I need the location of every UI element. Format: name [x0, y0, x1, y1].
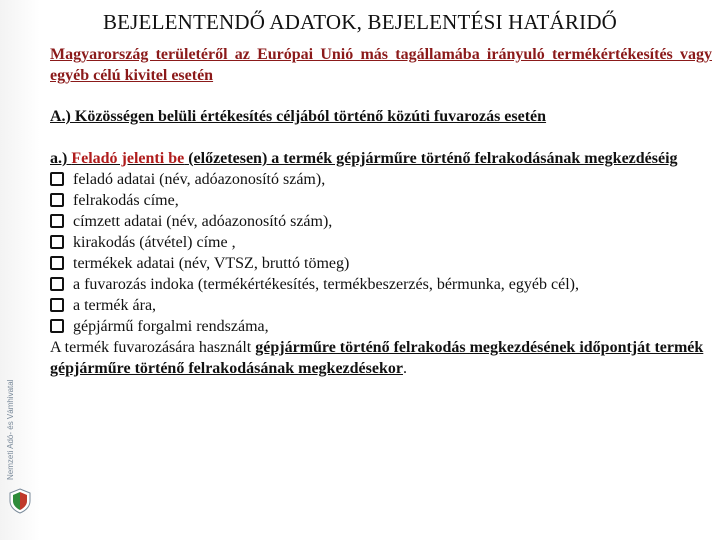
list-item: feladó adatai (név, adóazonosító szám),: [50, 169, 712, 190]
list-item: felrakodás címe,: [50, 190, 712, 211]
section-a-heading: A.) Közösségen belüli értékesítés céljából történő közúti fuvarozás esetén: [50, 108, 547, 125]
page-title: BEJELENTENDŐ ADATOK, BEJELENTÉSI HATÁRIDŐ: [102, 10, 618, 34]
paragraph-a-rest: (előzetesen) a termék gépjárműre történő felrakodásának megkezdéséig: [184, 150, 678, 167]
closing-part-2: gépjárműre történő felrakodás megkezdésének időpontját termék gépjárműre történő felrakodásának megkezdésekor: [50, 339, 704, 377]
checkbox-bullet-icon: [50, 193, 64, 207]
list-item: gépjármű forgalmi rendszáma,: [50, 316, 712, 337]
side-stripe: [0, 0, 40, 540]
list-item: termékek adatai (név, VTSZ, bruttó tömeg): [50, 253, 712, 274]
nav-emblem-icon: [9, 488, 31, 514]
paragraph-a-prefix: a.): [50, 150, 72, 167]
nav-logo-text: Nemzeti Adó- és Vámhivatal: [6, 379, 15, 480]
checkbox-bullet-icon: [50, 172, 64, 186]
checkbox-bullet-icon: [50, 319, 64, 333]
paragraph-a: [50, 148, 712, 169]
subtitle: Magyarország területéről az Európai Unió más tagállamába irányuló termékértékesítés vagy egyéb célú kivitel esetén: [50, 46, 712, 84]
closing-part-1: A termék fuvarozására használt: [50, 339, 256, 356]
list-item: a fuvarozás indoka (termékértékesítés, termékbeszerzés, bérmunka, egyéb cél),: [50, 274, 712, 295]
list-item: kirakodás (átvétel) címe ,: [50, 232, 712, 253]
list-item: címzett adatai (név, adóazonosító szám),: [50, 211, 712, 232]
paragraph-a-highlight: Feladó jelenti be: [71, 150, 185, 167]
closing-paragraph: [50, 337, 712, 379]
checkbox-bullet-icon: [50, 277, 64, 291]
list-item: a termék ára,: [50, 295, 712, 316]
checkbox-bullet-icon: [50, 256, 64, 270]
checkbox-bullet-icon: [50, 298, 64, 312]
checkbox-bullet-icon: [50, 214, 64, 228]
required-data-list: [50, 169, 712, 337]
checkbox-bullet-icon: [50, 235, 64, 249]
closing-part-3: .: [402, 360, 407, 377]
slide-content: [50, 44, 712, 379]
